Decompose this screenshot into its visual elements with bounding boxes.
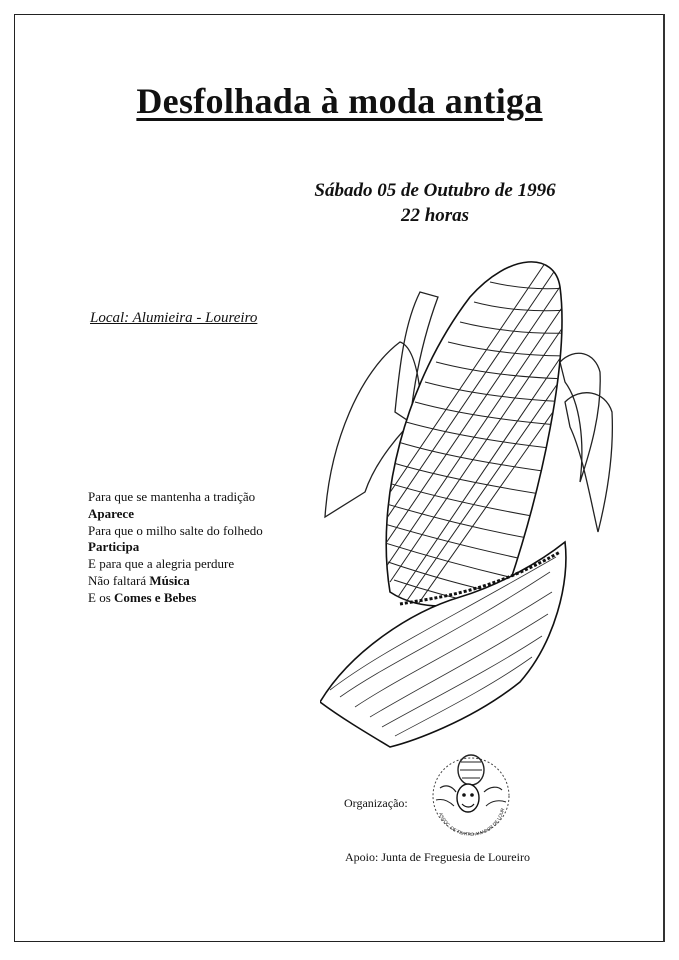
organization-label: Organização: — [344, 796, 408, 810]
music-word: Música — [149, 572, 190, 588]
corn-cob-icon — [320, 252, 620, 752]
poster-title: Desfolhada à moda antiga — [136, 81, 543, 121]
poem-line: Para que se mantenha a tradição — [88, 489, 256, 504]
poem-line: E para que a alegria perdure — [88, 556, 235, 572]
poem-line: E os Comes e Bebes — [88, 589, 197, 605]
poem-line-bold: Aparece — [88, 505, 134, 521]
poem — [88, 489, 263, 607]
poem-line-bold: Participa — [88, 539, 140, 555]
page-border-right — [663, 14, 665, 942]
event-date: Sábado 05 de Outubro de 1996 — [314, 180, 556, 201]
food-words: Comes e Bebes — [114, 589, 197, 605]
event-location: Local: Alumieira - Loureiro — [90, 310, 258, 326]
seal-text: ASSOC. DE TEATRO AMADOR DE LOUR — [438, 807, 506, 837]
poem-line: Para que o milho salte do folhedo — [88, 522, 263, 538]
support-credit: Apoio: Junta de Freguesia de Loureiro — [345, 850, 530, 864]
event-time: 22 horas — [400, 205, 470, 226]
poem-line: Não faltará Música — [88, 572, 190, 588]
theatre-masks-icon — [426, 748, 516, 848]
